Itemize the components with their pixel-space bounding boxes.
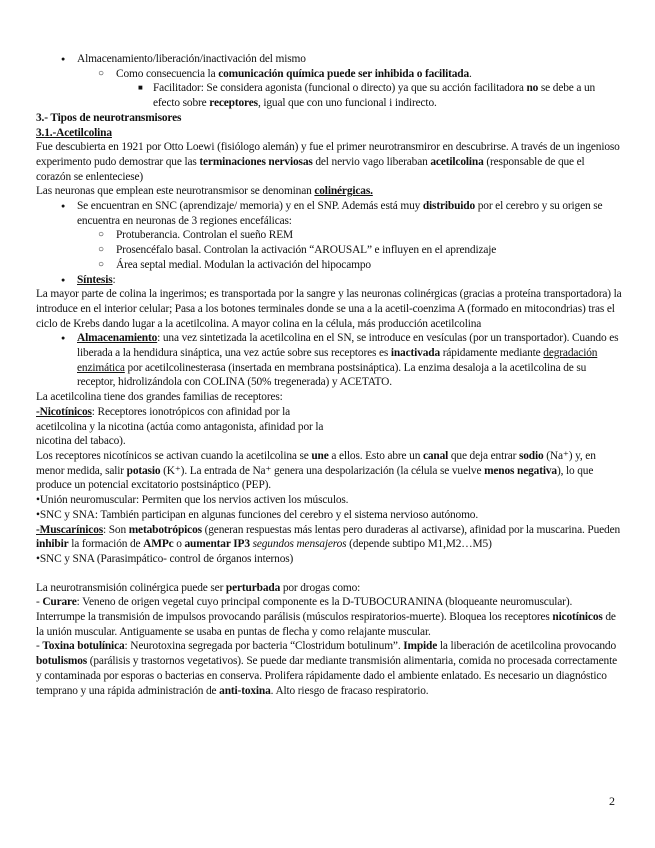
text: del nervio vago liberaban [312,155,431,168]
text: . [469,67,472,80]
bold-text: perturbada [225,581,281,594]
subsubbullet-facilitador [36,81,622,110]
text: •SNC y SNA: También participan en algunas funciones del cerebro y el sistema nervioso autónomo. [36,508,479,521]
text: Como consecuencia la [116,67,219,80]
text: (K⁺). La entrada de Na⁺ genera una despolarización (la célula se vuelve [160,464,485,477]
text: se debe a un efecto sobre [153,82,596,110]
subbullet-protuberancia [36,228,622,243]
bold-text: AMPc [143,538,174,551]
paragraph-receptores-nicotinicos [36,449,622,493]
bold-text: anti-toxina [219,684,271,697]
bold-text: aumentar IP3 [184,538,250,551]
text: •SNC y SNA (Parasimpático- control de órganos internos) [36,552,294,565]
text: (Na⁺) y, en menor medida, salir [36,449,596,477]
subbullet-comunicacion [36,67,622,82]
bold-text: no [526,82,539,95]
text: ), lo que produce un potencial excitatorio postsináptico (PEP). [36,464,594,492]
text: La mayor parte de colina la ingerimos; es transportada por la sangre y las neuronas colinérgicas (gracias a proteína transportadora) la introduce en el interior celular; Pasa a los botones terminales donde se una a la acetil-coenzima A (formado en mitocondrias) tras el ciclo de Krebs dando lugar a la acetilcolina. A mayor colina en la célula, más producción acetilcolina [36,288,622,330]
page-number: 2 [609,794,615,808]
text: (responsable de que el corazón se enlenteciese) [36,155,585,183]
text: de la unión muscular. Antiguamente se usaba en puntas de flecha y como relajante muscular. [36,611,616,638]
subbullet-septal [36,258,622,273]
page-content [36,52,622,698]
italic-text: segundos mensajeros [249,538,347,551]
text: Protuberancia. Controlan el sueño REM [116,229,293,242]
paragraph-familias [36,390,622,405]
text: Fue descubierta en 1921 por Otto Loewi (fisiólogo alemán) y fue el primer neurotransmiror en descubrirse. A través de un ingenioso experimento pudo demostrar que las [36,141,620,168]
text: : Neurotoxina segregada por bacteria “Clostridum botulinum”. [124,640,404,653]
section-heading [36,111,622,126]
text: Área septal medial. Modulan la activación del hipocampo [116,258,371,271]
paragraph-descubrimiento [36,140,622,184]
bullet-snc [36,199,622,228]
text: Prosencéfalo basal. Controlan la activación “AROUSAL” e influyen en el aprendizaje [116,244,497,257]
bold-text: nicotínicos [552,611,603,624]
bold-text: Impide [403,640,438,653]
text: La acetilcolina tiene dos grandes familias de receptores: [36,391,283,404]
bold-text: receptores [209,97,258,110]
bold-text: menos negativa [484,464,557,477]
text: la liberación de acetilcolina provocando [437,640,617,653]
spacer [36,567,622,581]
text: Facilitador: Se considera agonista (funcional o directo) ya que su acción facilitadora [153,82,527,95]
item-snc-sna-parasimpatico [36,552,622,567]
paragraph-muscarinicos [36,523,622,552]
bullet-almacenamiento [36,52,622,67]
bold-text: colinérgicas. [314,185,373,198]
text: Los receptores nicotínicos se activan cuando la acetilcolina se [36,449,312,462]
paragraph-curare [36,595,622,639]
bullet-sintesis [36,273,622,288]
text: La neurotransmisión colinérgica puede ser [36,581,226,594]
paragraph-toxina-botulinica [36,639,622,698]
bold-text: terminaciones nerviosas [199,155,313,168]
bold-text: Almacenamiento [77,332,158,345]
paragraph-sintesis [36,287,622,331]
bold-text: Curare [42,596,77,609]
text: la formación de [68,538,144,551]
text: •Unión neuromuscular: Permiten que los nervios activen los músculos. [36,494,349,507]
text: : Receptores ionotrópicos con afinidad por la acetilcolina y la nicotina (actúa como antagonista, afinidad por la nicotina del tabaco). [36,405,324,448]
text: a ellos. Esto abre un [328,449,423,462]
text: , igual que con uno funcional i indirecto. [257,97,437,110]
bold-text: potasio [126,464,161,477]
bold-text: distribuido [422,200,476,213]
text: Las neuronas que emplean este neurotransmisor se denominan [36,185,315,198]
heading-text: 3.- Tipos de neurotransmisores [36,111,182,124]
bold-text: acetilcolina [430,155,484,168]
heading-text: 3.1.-Acetilcolina [36,126,112,139]
bold-text: Toxina botulínica [42,640,125,653]
bold-text: inactivada [390,347,440,360]
text: : una vez sintetizada la acetilcolina en el SN, se introduce en vesículas (por un transportador). Cuando es liberada a la hendidura sináptica, una vez actúe sobre sus receptores es [77,332,619,360]
subbullet-prosencefalo [36,243,622,258]
subsection-heading [36,126,622,141]
bold-text: une [311,449,329,462]
text: o [173,538,185,551]
bold-text: metabotrópicos [128,523,202,536]
text: : [112,273,116,286]
almacenamiento-block [36,331,622,390]
text: - [36,596,43,609]
text: : Veneno de origen vegetal cuyo principal componente es la D-TUBOCURANINA (bloqueante neuromuscular). Interrumpe la transmisión de impulsos provocando parálisis (músculos respiratorios-muerte). Bloquea los receptores [36,596,573,624]
item-snc-sna [36,508,622,523]
text: Almacenamiento/liberación/inactivación del mismo [77,53,306,65]
bold-text: sodio [518,449,544,462]
text: . Alto riesgo de fracaso respiratorio. [270,684,429,697]
text: (depende subtipo M1,M2…M5) [346,538,492,551]
bold-text: inhibir [36,538,69,551]
text: que deja entrar [448,449,519,462]
text: por drogas como: [280,581,361,594]
bold-text: -Muscarínicos [36,523,104,536]
bold-text: botulismos [36,655,88,668]
item-union-neuromuscular [36,493,622,508]
paragraph-colinergicas [36,184,622,199]
bullet-almacenamiento-acetilcolina [36,331,622,390]
paragraph-perturbada [36,581,622,596]
text: (generan respuestas más lentas pero duraderas al activarse), afinidad por la muscarina. Pueden [201,523,621,536]
text: - [36,640,43,653]
paragraph-nicotinicos [36,405,336,449]
bold-text: -Nicotínicos [36,405,92,418]
bold-text: canal [422,449,449,462]
text: por acetilcolinesterasa (insertada en membrana postsináptica). La enzima desaloja a la acetilcolina de su receptor, hidrolizándola con COLINA (50% tregenerada) y ACETATO. [77,361,587,389]
text: por el cerebro y su origen se encuentra en neuronas de 3 regiones encefálicas: [77,200,603,227]
text: rápidamente mediante [440,347,544,360]
underlined-text: degradación enzimática [77,347,598,374]
bold-text: Síntesis [77,273,113,286]
text: Se encuentran en SNC (aprendizaje/ memoria) y en el SNP. Además está muy [77,200,423,213]
text: (parálisis y trastornos vegetativos). Se puede dar mediante transmisión alimentaria, comida no procesada correctamente y contaminada por esporas o bacterias en conserva. Prolifera rápidamente dado el ambiente enlatado. Es necesario un diagnóstico temprano y una rápida administración de [36,655,618,697]
text: : Son [103,523,129,536]
bold-text: comunicación química puede ser inhibida o facilitada [218,67,470,80]
